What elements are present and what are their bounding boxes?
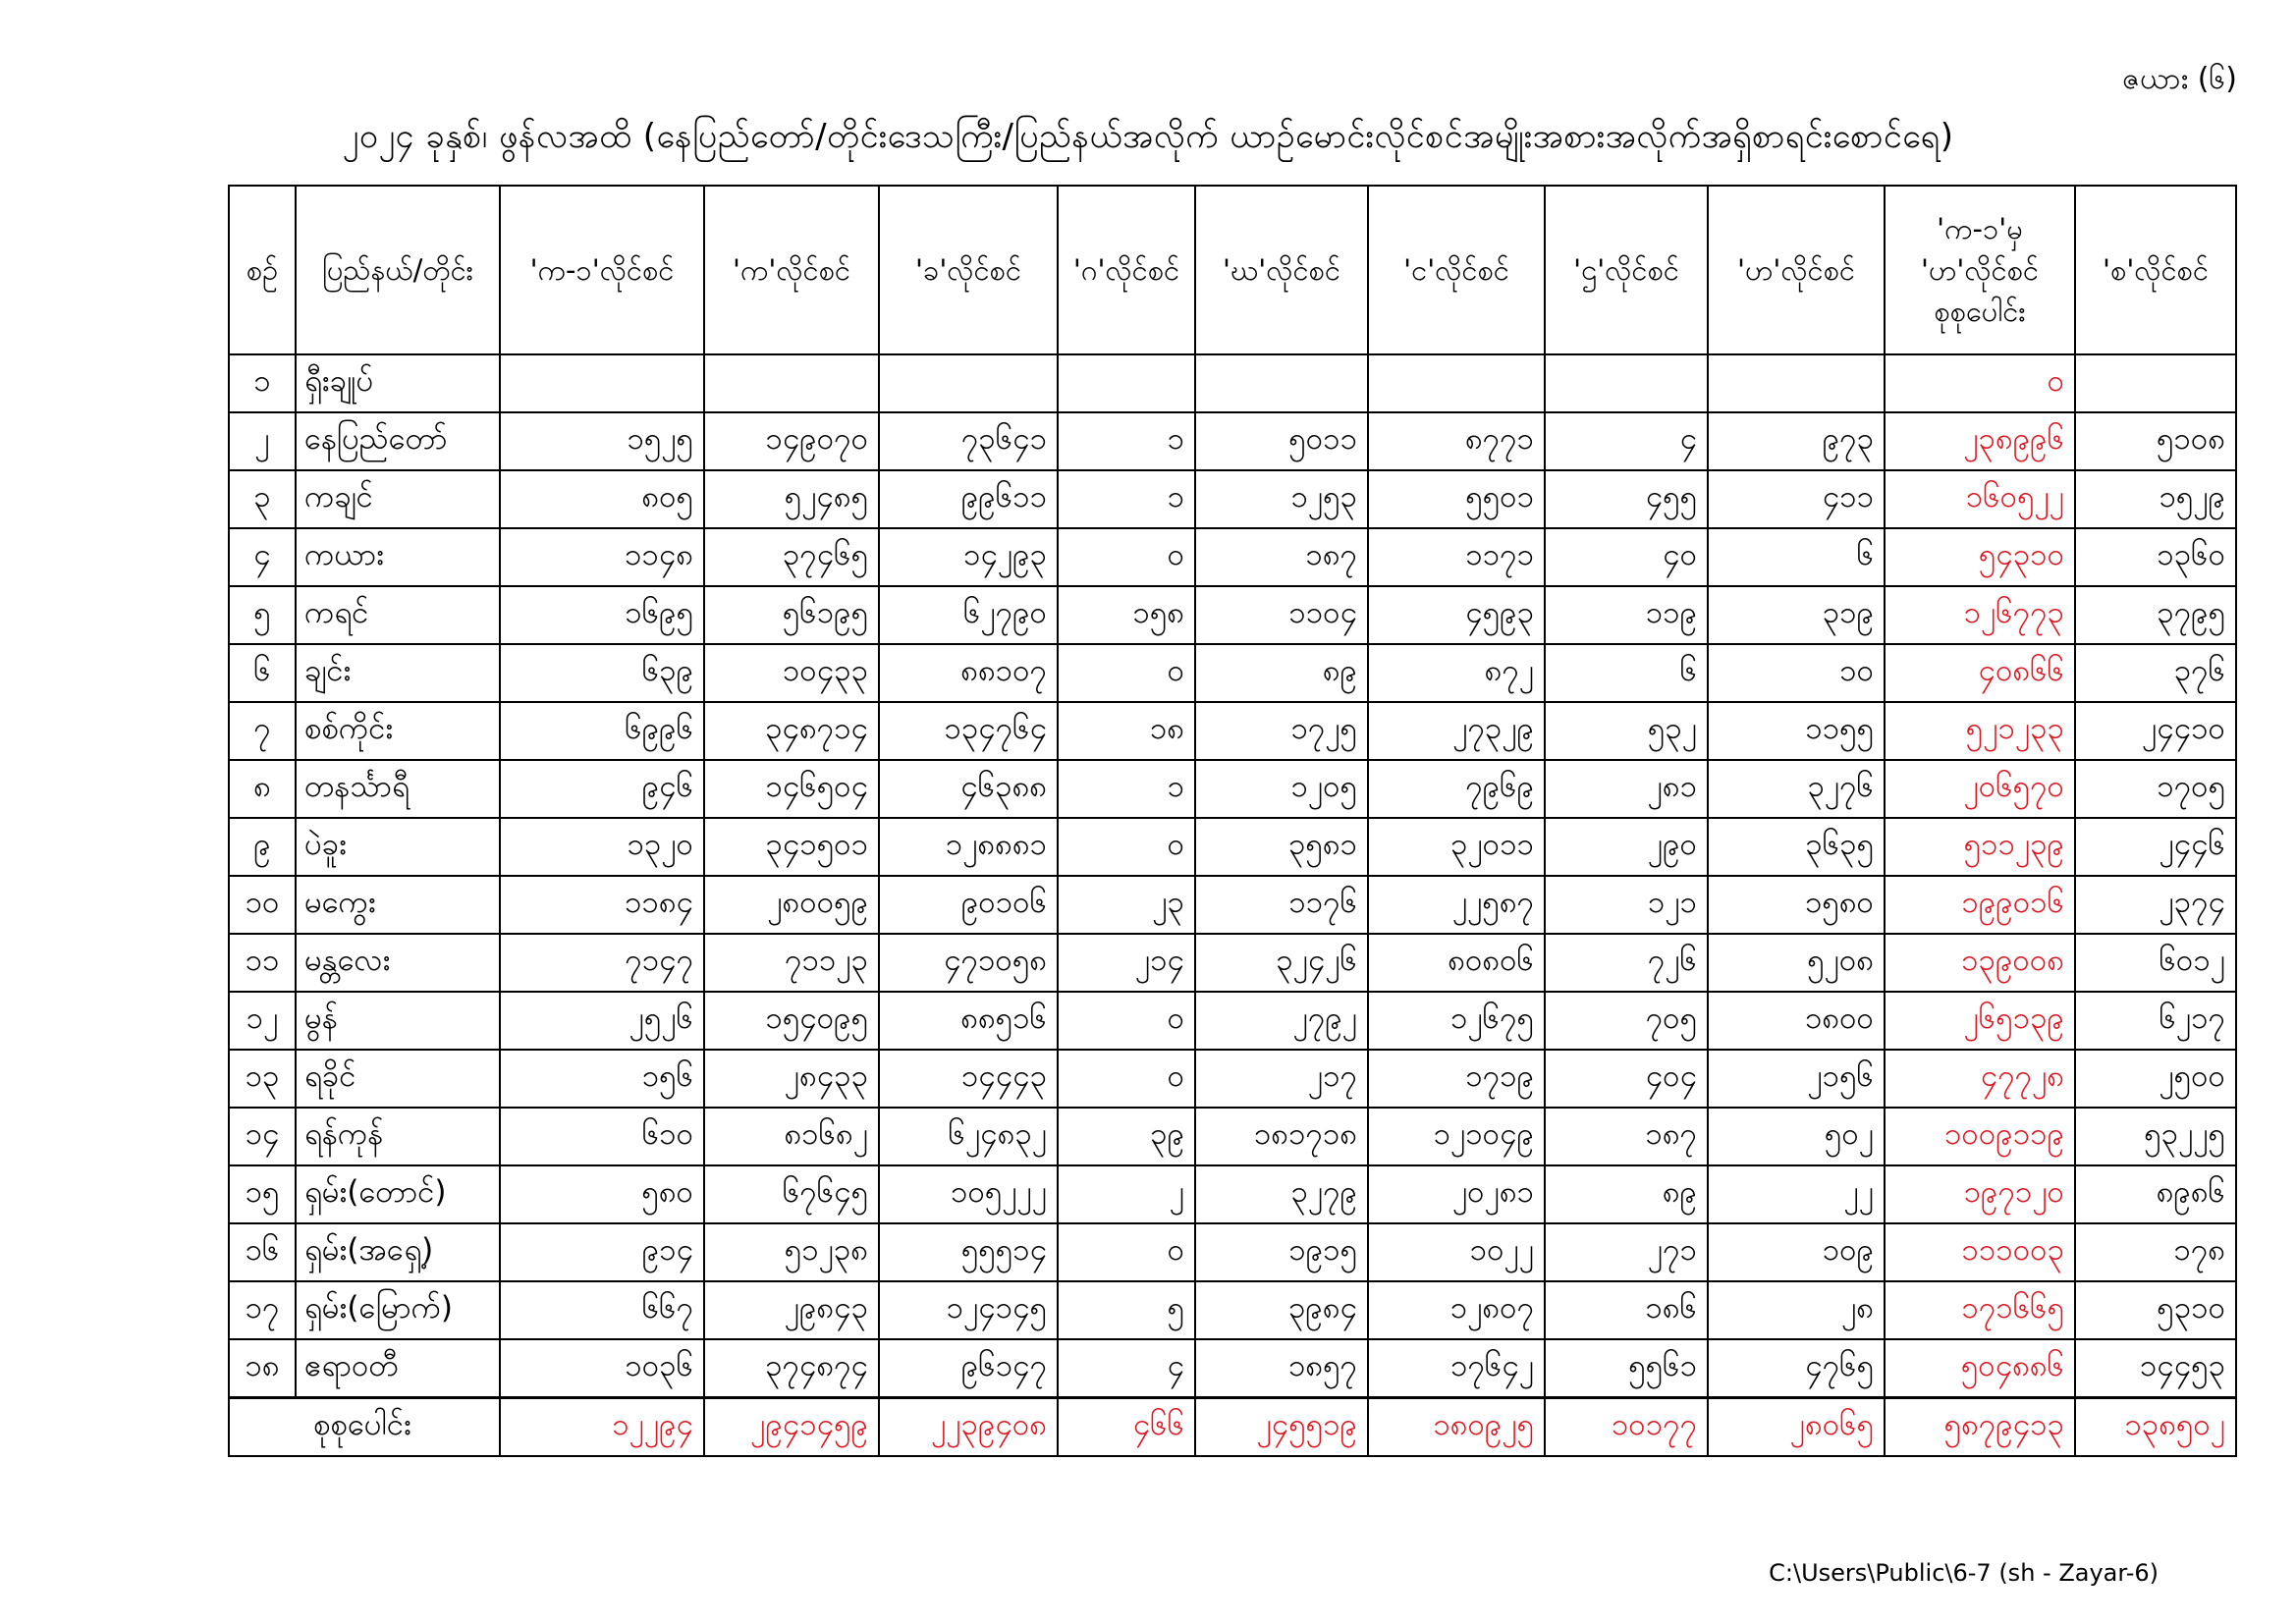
row-value-cell: ၁၀၃၆ xyxy=(500,1339,704,1398)
row-subtotal-cell: ၀ xyxy=(1885,354,2075,412)
row-value-cell: ၂၈၄၃၃ xyxy=(704,1050,879,1108)
row-subtotal-cell: ၂၆၅၁၃၉ xyxy=(1885,992,2075,1050)
row-value-cell: ၄ xyxy=(1545,412,1708,470)
row-value-cell: ၆ xyxy=(1708,528,1885,586)
table-row xyxy=(229,818,2236,876)
row-region-name: ရှမ်း(တောင်) xyxy=(296,1165,500,1223)
row-value-cell: ၁၉၁၅ xyxy=(1195,1223,1368,1281)
row-value-cell: ၅၁၂၃၈ xyxy=(704,1223,879,1281)
table-row xyxy=(229,528,2236,586)
total-value-cell: ၅၈၇၉၄၁၃ xyxy=(1885,1398,2075,1457)
row-value-cell: ၀ xyxy=(1058,1223,1195,1281)
row-subtotal-cell: ၅၁၁၂၃၉ xyxy=(1885,818,2075,876)
row-value-cell: ၄၅၉၃ xyxy=(1368,586,1545,644)
row-subtotal-cell: ၁၉၉၀၁၆ xyxy=(1885,876,2075,934)
row-value-cell xyxy=(1195,354,1368,412)
row-value-cell: ၅၅၅၁၄ xyxy=(879,1223,1058,1281)
row-value-cell: ၅၅၆၁ xyxy=(1545,1339,1708,1398)
row-value-cell: ၂၀၂၈၁ xyxy=(1368,1165,1545,1223)
row-value-cell: ၁၅၈၀ xyxy=(1708,876,1885,934)
row-value-cell: ၉၀၁၀၆ xyxy=(879,876,1058,934)
row-value-cell: ၄၁၁ xyxy=(1708,470,1885,528)
row-value-cell: ၅၀၂ xyxy=(1708,1108,1885,1165)
row-value-cell: ၆၆၇ xyxy=(500,1281,704,1339)
row-value-cell: ၃၁၉ xyxy=(1708,586,1885,644)
row-value-cell: ၃၅၈၁ xyxy=(1195,818,1368,876)
row-value-cell: ၃၇၄၈၇၄ xyxy=(704,1339,879,1398)
row-subtotal-cell: ၁၀၀၉၁၁၉ xyxy=(1885,1108,2075,1165)
row-region-name: ချင်း xyxy=(296,644,500,702)
row-value-cell: ၁၃၆၀ xyxy=(2075,528,2236,586)
row-value-cell: ၁၈၀၀ xyxy=(1708,992,1885,1050)
total-value-cell: ၁၀၁၇၇ xyxy=(1545,1398,1708,1457)
table-row xyxy=(229,760,2236,818)
row-region-name: ရခိုင် xyxy=(296,1050,500,1108)
row-serial: ၁၆ xyxy=(229,1223,296,1281)
row-value-cell: ၅၀၁၁ xyxy=(1195,412,1368,470)
row-value-cell: ၃၇၄၆၅ xyxy=(704,528,879,586)
col-header-ka: 'က'လိုင်စင် xyxy=(704,186,879,354)
row-region-name: မန္တလေး xyxy=(296,934,500,992)
row-subtotal-cell: ၅၂၁၂၃၃ xyxy=(1885,702,2075,760)
row-value-cell: ၈၀၅ xyxy=(500,470,704,528)
document-title: ၂၀၂၄ ခုနှစ်၊ ဖွန်လအထိ (နေပြည်တော်/တိုင်းဒေသကြီး/ပြည်နယ်အလိုက် ယာဉ်မောင်းလိုင်စင်အမျိုးအစားအလိုက်အရှိစာရင်းစောင်ရေ) xyxy=(342,117,1954,156)
row-value-cell: ၀ xyxy=(1058,992,1195,1050)
row-region-name: ပဲခူး xyxy=(296,818,500,876)
row-value-cell: ၁၁၄၈ xyxy=(500,528,704,586)
row-value-cell: ၄၇၆၅ xyxy=(1708,1339,1885,1398)
row-value-cell: ၂၈ xyxy=(1708,1281,1885,1339)
row-value-cell: ၂၅၀၀ xyxy=(2075,1050,2236,1108)
row-serial: ၇ xyxy=(229,702,296,760)
row-value-cell: ၄၀၄ xyxy=(1545,1050,1708,1108)
col-header-serial: စဉ် xyxy=(229,186,296,354)
row-value-cell: ၇၁၁၂၃ xyxy=(704,934,879,992)
col-header-ka1: 'က-၁'လိုင်စင် xyxy=(500,186,704,354)
row-value-cell: ၁၇၀၅ xyxy=(2075,760,2236,818)
row-region-name: ရှမ်း(မြောက်) xyxy=(296,1281,500,1339)
total-value-cell: ၂၈၀၆၅ xyxy=(1708,1398,1885,1457)
row-serial: ၁၂ xyxy=(229,992,296,1050)
row-value-cell: ၅၁၀၈ xyxy=(2075,412,2236,470)
row-value-cell: ၁၇၂၅ xyxy=(1195,702,1368,760)
col-header-tha: 'ဌ'လိုင်စင် xyxy=(1545,186,1708,354)
total-value-cell: ၂၄၅၅၁၉ xyxy=(1195,1398,1368,1457)
row-value-cell: ၁၅၂၅ xyxy=(500,412,704,470)
row-value-cell xyxy=(500,354,704,412)
row-value-cell: ၁၄၂၉၃ xyxy=(879,528,1058,586)
col-header-region: ပြည်နယ်/တိုင်း xyxy=(296,186,500,354)
table-row xyxy=(229,470,2236,528)
total-value-cell: ၂၉၄၁၄၅၉ xyxy=(704,1398,879,1457)
row-value-cell: ၄၀ xyxy=(1545,528,1708,586)
row-value-cell: ၁၄၄၄၃ xyxy=(879,1050,1058,1108)
row-value-cell xyxy=(1545,354,1708,412)
row-value-cell: ၁၇၈ xyxy=(2075,1223,2236,1281)
row-value-cell: ၁၅၄၀၉၅ xyxy=(704,992,879,1050)
row-value-cell: ၅၅၀၁ xyxy=(1368,470,1545,528)
table-row xyxy=(229,1050,2236,1108)
row-value-cell: ၃၄၁၅၀၁ xyxy=(704,818,879,876)
row-value-cell: ၁၅၆ xyxy=(500,1050,704,1108)
row-subtotal-cell: ၁၉၇၁၂၀ xyxy=(1885,1165,2075,1223)
row-subtotal-cell: ၅၀၄၈၈၆ xyxy=(1885,1339,2075,1398)
col-header-subtotal: 'က-၁'မှ 'ဟ'လိုင်စင် စုစုပေါင်း xyxy=(1885,186,2075,354)
row-serial: ၁၃ xyxy=(229,1050,296,1108)
row-value-cell: ၁၈၇ xyxy=(1545,1108,1708,1165)
row-value-cell: ၁၀၉ xyxy=(1708,1223,1885,1281)
table-row xyxy=(229,1339,2236,1398)
row-serial: ၁၀ xyxy=(229,876,296,934)
row-value-cell xyxy=(1368,354,1545,412)
row-value-cell: ၆၃၉ xyxy=(500,644,704,702)
row-value-cell: ၃၇၉၅ xyxy=(2075,586,2236,644)
file-path-footer: C:\Users\Public\6-7 (sh - Zayar-6) xyxy=(1769,1559,2159,1587)
row-value-cell: ၀ xyxy=(1058,528,1195,586)
row-value-cell: ၂၁၅၆ xyxy=(1708,1050,1885,1108)
row-value-cell: ၁၆၉၅ xyxy=(500,586,704,644)
row-value-cell: ၁၂၄၁၄၅ xyxy=(879,1281,1058,1339)
total-label: စုစုပေါင်း xyxy=(229,1398,500,1457)
row-value-cell: ၃၄၈၇၁၄ xyxy=(704,702,879,760)
row-value-cell: ၂၈၁ xyxy=(1545,760,1708,818)
row-value-cell: ၇၁၄၇ xyxy=(500,934,704,992)
row-value-cell: ၈၀၈၀၆ xyxy=(1368,934,1545,992)
row-value-cell: ၂၉၈၄၃ xyxy=(704,1281,879,1339)
row-subtotal-cell: ၅၄၃၁၀ xyxy=(1885,528,2075,586)
row-value-cell: ၁၁၇၆ xyxy=(1195,876,1368,934)
row-value-cell: ၉၇၃ xyxy=(1708,412,1885,470)
row-value-cell: ၄၆၃၈၈ xyxy=(879,760,1058,818)
row-serial: ၁၅ xyxy=(229,1165,296,1223)
col-header-kha: 'ခ'လိုင်စင် xyxy=(879,186,1058,354)
row-value-cell: ၁၅၈ xyxy=(1058,586,1195,644)
row-serial: ၁၈ xyxy=(229,1339,296,1398)
row-value-cell: ၈၉ xyxy=(1545,1165,1708,1223)
row-value-cell: ၁၄၄၅၃ xyxy=(2075,1339,2236,1398)
row-value-cell: ၁၁၀၄ xyxy=(1195,586,1368,644)
row-subtotal-cell: ၂၀၆၅၇၀ xyxy=(1885,760,2075,818)
row-value-cell: ၈၉ xyxy=(1195,644,1368,702)
row-value-cell: ၀ xyxy=(1058,818,1195,876)
row-serial: ၅ xyxy=(229,586,296,644)
table-row xyxy=(229,934,2236,992)
row-value-cell: ၃၉၈၄ xyxy=(1195,1281,1368,1339)
row-subtotal-cell: ၁၃၉၀၀၈ xyxy=(1885,934,2075,992)
license-table xyxy=(228,185,2237,1457)
row-value-cell: ၄၇၁၀၅၈ xyxy=(879,934,1058,992)
row-value-cell: ၃၂၄၂၆ xyxy=(1195,934,1368,992)
total-row xyxy=(229,1398,2236,1457)
row-value-cell: ၆၀၁၂ xyxy=(2075,934,2236,992)
row-value-cell: ၂၂၅၈၇ xyxy=(1368,876,1545,934)
page-label: ဇယား (၆) xyxy=(2122,62,2237,96)
row-value-cell: ၂၈၀၀၅၉ xyxy=(704,876,879,934)
row-value-cell: ၅၃၂၂၅ xyxy=(2075,1108,2236,1165)
row-value-cell: ၄၅၅ xyxy=(1545,470,1708,528)
table-row xyxy=(229,644,2236,702)
row-serial: ၂ xyxy=(229,412,296,470)
row-value-cell: ၁၁၉ xyxy=(1545,586,1708,644)
row-value-cell: ၁၄၆၅၀၄ xyxy=(704,760,879,818)
row-value-cell: ၁၁၇၁ xyxy=(1368,528,1545,586)
table-row xyxy=(229,876,2236,934)
row-value-cell xyxy=(1058,354,1195,412)
row-value-cell: ၇၀၅ xyxy=(1545,992,1708,1050)
row-value-cell: ၃၂၇၉ xyxy=(1195,1165,1368,1223)
row-value-cell: ၅၂၀၈ xyxy=(1708,934,1885,992)
row-value-cell: ၂၉၀ xyxy=(1545,818,1708,876)
row-region-name: တနင်္သာရီ xyxy=(296,760,500,818)
row-value-cell: ၁၇၁၉ xyxy=(1368,1050,1545,1108)
table-row xyxy=(229,1165,2236,1223)
row-value-cell: ၂၇၃၂၉ xyxy=(1368,702,1545,760)
row-serial: ၄ xyxy=(229,528,296,586)
row-value-cell: ၆ xyxy=(1545,644,1708,702)
row-value-cell: ၄ xyxy=(1058,1339,1195,1398)
row-serial: ၁၄ xyxy=(229,1108,296,1165)
col-header-gha: 'ဃ'လိုင်စင် xyxy=(1195,186,1368,354)
row-value-cell: ၁၂၆၇၅ xyxy=(1368,992,1545,1050)
row-value-cell: ၅၃၂ xyxy=(1545,702,1708,760)
row-value-cell: ၁၀ xyxy=(1708,644,1885,702)
col-header-sa: 'စ'လိုင်စင် xyxy=(2075,186,2236,354)
row-serial: ၆ xyxy=(229,644,296,702)
row-value-cell xyxy=(879,354,1058,412)
row-value-cell: ၆၉၉၆ xyxy=(500,702,704,760)
row-value-cell: ၁၁၈၄ xyxy=(500,876,704,934)
row-value-cell: ၃၂၀၁၁ xyxy=(1368,818,1545,876)
row-value-cell: ၁၂၁၀၄၉ xyxy=(1368,1108,1545,1165)
row-value-cell: ၁၇၆၄၂ xyxy=(1368,1339,1545,1398)
row-value-cell: ၃၂၇၆ xyxy=(1708,760,1885,818)
row-value-cell: ၁၂၈၀၇ xyxy=(1368,1281,1545,1339)
row-value-cell: ၉၄၆ xyxy=(500,760,704,818)
row-value-cell xyxy=(704,354,879,412)
row-value-cell: ၈၇၂ xyxy=(1368,644,1545,702)
row-value-cell: ၁၀၅၂၂၂ xyxy=(879,1165,1058,1223)
table-row xyxy=(229,1223,2236,1281)
row-region-name: ရှီးချုပ် xyxy=(296,354,500,412)
table-row xyxy=(229,1281,2236,1339)
row-value-cell: ၂၇၉၂ xyxy=(1195,992,1368,1050)
row-value-cell: ၅၂၄၈၅ xyxy=(704,470,879,528)
table-row xyxy=(229,586,2236,644)
row-value-cell xyxy=(1708,354,1885,412)
row-value-cell: ၆၂၁၇ xyxy=(2075,992,2236,1050)
row-value-cell: ၁၃၄၇၆၄ xyxy=(879,702,1058,760)
table-row xyxy=(229,702,2236,760)
row-value-cell: ၇၂၆ xyxy=(1545,934,1708,992)
row-subtotal-cell: ၁၆၀၅၂၂ xyxy=(1885,470,2075,528)
row-subtotal-cell: ၁၁၁၀၀၃ xyxy=(1885,1223,2075,1281)
row-value-cell: ၁၁၅၅ xyxy=(1708,702,1885,760)
table-row xyxy=(229,992,2236,1050)
row-value-cell: ၆၂၄၈၃၂ xyxy=(879,1108,1058,1165)
row-value-cell: ၂၄၄၆ xyxy=(2075,818,2236,876)
row-value-cell: ၁၃၂၀ xyxy=(500,818,704,876)
row-value-cell: ၁၂၈၈၈၁ xyxy=(879,818,1058,876)
row-value-cell: ၆၂၇၉၀ xyxy=(879,586,1058,644)
row-value-cell: ၁ xyxy=(1058,760,1195,818)
row-value-cell: ၅ xyxy=(1058,1281,1195,1339)
row-value-cell: ၁၈ xyxy=(1058,702,1195,760)
row-serial: ၁ xyxy=(229,354,296,412)
row-value-cell: ၁၂၅၃ xyxy=(1195,470,1368,528)
row-value-cell: ၈၈၁၀၇ xyxy=(879,644,1058,702)
row-value-cell: ၁၀၂၂ xyxy=(1368,1223,1545,1281)
row-value-cell: ၀ xyxy=(1058,1050,1195,1108)
table-row xyxy=(229,1108,2236,1165)
row-value-cell: ၅၆၁၉၅ xyxy=(704,586,879,644)
row-value-cell: ၂၂ xyxy=(1708,1165,1885,1223)
row-value-cell: ၂၃ xyxy=(1058,876,1195,934)
table-row xyxy=(229,354,2236,412)
table-row xyxy=(229,412,2236,470)
row-region-name: ကရင် xyxy=(296,586,500,644)
row-subtotal-cell: ၄၀၈၆၆ xyxy=(1885,644,2075,702)
row-value-cell: ၈၉၈၆ xyxy=(2075,1165,2236,1223)
row-value-cell: ၈၈၅၁၆ xyxy=(879,992,1058,1050)
row-region-name: မကွေး xyxy=(296,876,500,934)
header-row xyxy=(229,186,2236,354)
col-header-ga: 'ဂ'လိုင်စင် xyxy=(1058,186,1195,354)
row-value-cell: ၂ xyxy=(1058,1165,1195,1223)
row-value-cell: ၁၈၇ xyxy=(1195,528,1368,586)
total-value-cell: ၂၂၃၉၄၀၈ xyxy=(879,1398,1058,1457)
row-serial: ၁၇ xyxy=(229,1281,296,1339)
row-value-cell: ၉၁၄ xyxy=(500,1223,704,1281)
row-region-name: ဧရာဝတီ xyxy=(296,1339,500,1398)
row-value-cell: ၂၇၁ xyxy=(1545,1223,1708,1281)
row-value-cell: ၂၃၇၄ xyxy=(2075,876,2236,934)
row-value-cell: ၁ xyxy=(1058,412,1195,470)
row-value-cell: ၁၂၁ xyxy=(1545,876,1708,934)
row-region-name: ကချင် xyxy=(296,470,500,528)
row-value-cell: ၆၇၆၄၅ xyxy=(704,1165,879,1223)
total-value-cell: ၁၈၀၉၂၅ xyxy=(1368,1398,1545,1457)
row-region-name: ကယား xyxy=(296,528,500,586)
row-value-cell: ၂၅၂၆ xyxy=(500,992,704,1050)
row-value-cell: ၅၈၀ xyxy=(500,1165,704,1223)
row-subtotal-cell: ၁၇၁၆၆၅ xyxy=(1885,1281,2075,1339)
row-value-cell: ၃၇၆ xyxy=(2075,644,2236,702)
row-value-cell: ၂၄၄၁၀ xyxy=(2075,702,2236,760)
total-value-cell: ၁၃၈၅၀၂ xyxy=(2075,1398,2236,1457)
row-value-cell: ၂၁၄ xyxy=(1058,934,1195,992)
row-value-cell: ၀ xyxy=(1058,644,1195,702)
row-region-name: ရှမ်း(အရှေ့) xyxy=(296,1223,500,1281)
row-value-cell: ၈၁၆၈၂ xyxy=(704,1108,879,1165)
row-value-cell: ၂၁၇ xyxy=(1195,1050,1368,1108)
row-region-name: ရန်ကုန် xyxy=(296,1108,500,1165)
row-value-cell: ၁၄၉၀၇၀ xyxy=(704,412,879,470)
row-value-cell: ၇၃၆၄၁ xyxy=(879,412,1058,470)
total-value-cell: ၄၆၆ xyxy=(1058,1398,1195,1457)
row-region-name: မွန် xyxy=(296,992,500,1050)
row-value-cell: ၃၉ xyxy=(1058,1108,1195,1165)
row-region-name: စစ်ကိုင်း xyxy=(296,702,500,760)
row-value-cell: ၉၉၆၁၁ xyxy=(879,470,1058,528)
col-header-ha: 'ဟ'လိုင်စင် xyxy=(1708,186,1885,354)
row-value-cell: ၈၇၇၁ xyxy=(1368,412,1545,470)
row-region-name: နေပြည်တော် xyxy=(296,412,500,470)
row-value-cell: ၆၁၀ xyxy=(500,1108,704,1165)
total-value-cell: ၁၂၂၉၄ xyxy=(500,1398,704,1457)
row-value-cell: ၃၆၃၅ xyxy=(1708,818,1885,876)
row-value-cell: ၁၈၁၇၁၈ xyxy=(1195,1108,1368,1165)
row-subtotal-cell: ၄၇၇၂၈ xyxy=(1885,1050,2075,1108)
row-value-cell: ၉၆၁၄၇ xyxy=(879,1339,1058,1398)
row-value-cell: ၁၈၅၇ xyxy=(1195,1339,1368,1398)
row-value-cell: ၁၈၆ xyxy=(1545,1281,1708,1339)
row-value-cell: ၁၅၂၉ xyxy=(2075,470,2236,528)
row-subtotal-cell: ၁၂၆၇၇၃ xyxy=(1885,586,2075,644)
row-serial: ၁၁ xyxy=(229,934,296,992)
row-value-cell: ၁၂၀၅ xyxy=(1195,760,1368,818)
row-value-cell xyxy=(2075,354,2236,412)
row-serial: ၈ xyxy=(229,760,296,818)
row-value-cell: ၁ xyxy=(1058,470,1195,528)
row-serial: ၉ xyxy=(229,818,296,876)
row-value-cell: ၅၃၁၀ xyxy=(2075,1281,2236,1339)
col-header-nga: 'င'လိုင်စင် xyxy=(1368,186,1545,354)
row-subtotal-cell: ၂၃၈၉၉၆ xyxy=(1885,412,2075,470)
row-value-cell: ၇၉၆၉ xyxy=(1368,760,1545,818)
row-serial: ၃ xyxy=(229,470,296,528)
row-value-cell: ၁၀၄၃၃ xyxy=(704,644,879,702)
